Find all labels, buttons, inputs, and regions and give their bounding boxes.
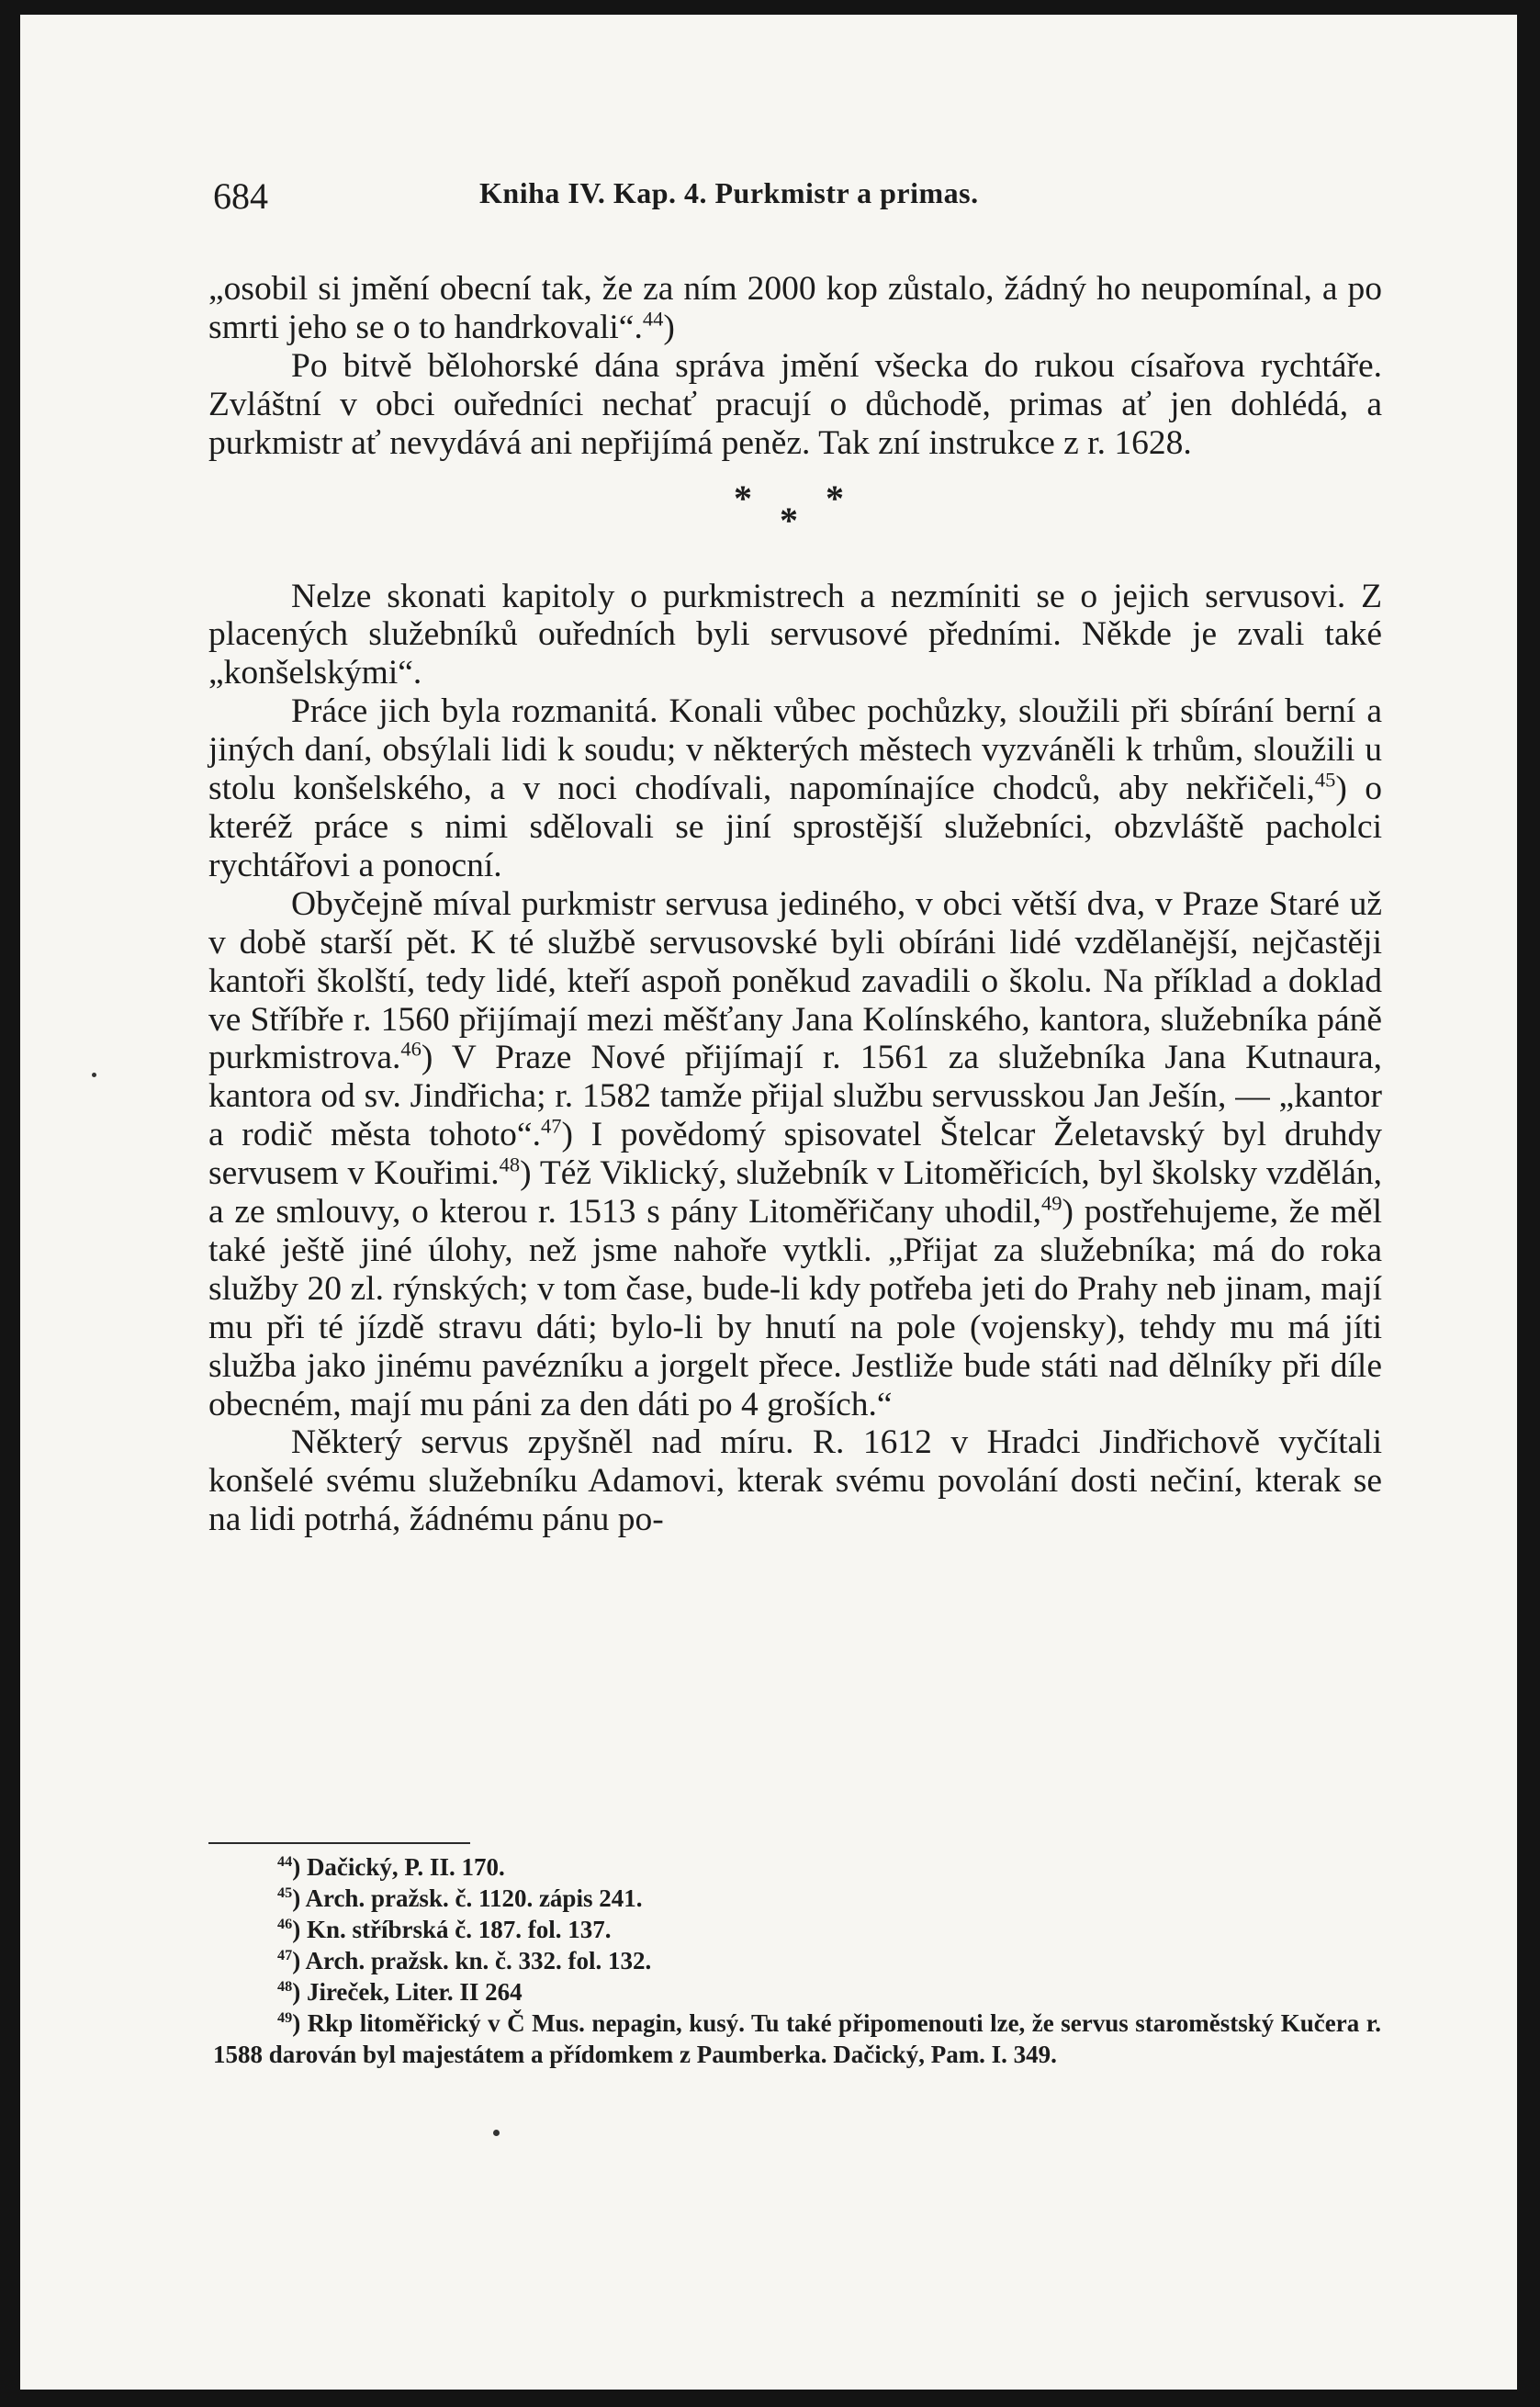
asterisk: * bbox=[734, 477, 752, 519]
footnote: $^{45}$) Arch. pražsk. č. 1120. zápis 241. bbox=[277, 1884, 643, 1912]
running-head bbox=[213, 167, 1384, 222]
footnote-ref: 47 bbox=[540, 1114, 562, 1138]
footnote: $^{46}$) Kn. stříbrská č. 187. fol. 137. bbox=[277, 1916, 612, 1943]
footnote: $^{44}$) Dačický, P. II. 170. bbox=[277, 1853, 505, 1881]
footnote: $^{49}$) Rkp litoměřický v Č Mus. nepagin, kusý. Tu také připomenouti lze, že servus staroměstský Kučera r. 1588 darován byl majestátem a přídomkem z Paumberka. Dačický, Pam. I. 349. bbox=[213, 2009, 1381, 2068]
footnote-ref: 44 bbox=[642, 307, 664, 331]
running-title: Kniha IV. Kap. 4. Purkmistr a primas. bbox=[479, 176, 979, 209]
footnotes bbox=[213, 1851, 1381, 2070]
print-speck bbox=[92, 1073, 96, 1077]
body-text bbox=[208, 270, 1382, 1539]
paragraph: Nelze skonati kapitoly o purkmistrech a nezmíniti se o jejich servusovi. Z placených služebníků ouředních byli servusové předními. Někde je zvali také „konšelskými“. bbox=[208, 577, 1382, 692]
asterism-divider bbox=[208, 463, 1382, 578]
paragraph: Práce jich byla rozmanitá. Konali vůbec pochůzky, sloužili při sbírání berní a jiných daní, obsýlali lidi k soudu; v některých městech vyzváněli k trhům, sloužili u stolu konšelského, a v noci chodívali, napomínajíce chodců, aby nekřičeli,$^{45}$) o kteréž práce s nimi sdělovali se jiní sprostější služebníci, obzvláště pacholci rychtářovi a ponocní. bbox=[208, 692, 1382, 884]
footnote: $^{47}$) Arch. pražsk. kn. č. 332. fol. 132. bbox=[277, 1947, 652, 1974]
asterisk: * bbox=[826, 477, 844, 519]
print-speck bbox=[493, 2130, 500, 2136]
footnote-divider bbox=[208, 1842, 470, 1844]
paragraph: Obyčejně míval purkmistr servusa jediného, v obci větší dva, v Praze Staré už v době starší pět. K té službě servusovské byli obíráni lidé vzdělanější, nejčastěji kantoři školští, tedy lidé, kteří aspoň poněkud zavadili o školu. Na příklad a doklad ve Stříbře r. 1560 přijímají mezi měšťany Jana Kolínského, kantora, služebníka páně purkmistrova.$^{46}$) V Praze Nové přijímají r. 1561 za služebníka Jana Kutnaura, kantora od sv. Jindřicha; r. 1582 tamže přijal službu servusskou Jan Ješín, — „kantor a rodič města tohoto“.$^{47}$) I povědomý spisovatel Štelcar Želetavský byl druhdy servusem v Kouřimi.$^{48}$) Též Viklický, služebník v Litoměřicích, byl školsky vzdělán, a ze smlouvy, o kterou r. 1513 s pány Litoměřičany uhodil,$^{49}$) postřehujeme, že měl také ještě jiné úlohy, než jsme nahoře vytkli. „Přijat za služebníka; má do roka služby 20 zl. rýnských; v tom čase, bude-li kdy potřeba jeti do Prahy neb jinam, mají mu při té jízdě stravu dáti; bylo-li by hnutí na pole (vojensky), tehdy mu má jíti služba jako jinému pavézníku a jorgelt přece. Jestliže bude státi nad dělníky při díle obecném, mají mu páni za den dáti po 4 groších.“ bbox=[208, 884, 1382, 1423]
asterisk: * bbox=[780, 499, 798, 541]
book-page bbox=[20, 15, 1517, 2390]
footnote-ref: 49 bbox=[1041, 1191, 1062, 1215]
footnote-ref: 45 bbox=[1314, 768, 1336, 792]
paragraph: Některý servus zpyšněl nad míru. R. 1612 v Hradci Jindřichově vyčítali konšelé svému služebníku Adamovi, kterak svému povolání dosti nečiní, kterak se na lidi potrhá, žádnému pánu po- bbox=[208, 1423, 1382, 1539]
paragraph: Po bitvě bělohorské dána správa jmění všecka do rukou císařova rychtáře. Zvláštní v obci ouředníci nechať pracují o důchodě, primas ať jen dohlédá, a purkmistr ať nevydává ani nepřijímá peněz. Tak zní instrukce z r. 1628. bbox=[208, 346, 1382, 462]
footnote-ref: 46 bbox=[400, 1037, 422, 1061]
footnote: $^{48}$) Jireček, Liter. II 264 bbox=[277, 1978, 523, 2006]
paragraph: „osobil si jmění obecní tak, že za ním 2000 kop zůstalo, žádný ho neupomínal, a po smrti jeho se o to handrkovali“.$^{44}$) bbox=[208, 270, 1382, 346]
page-number: 684 bbox=[213, 175, 268, 217]
footnote-ref: 48 bbox=[499, 1153, 521, 1176]
